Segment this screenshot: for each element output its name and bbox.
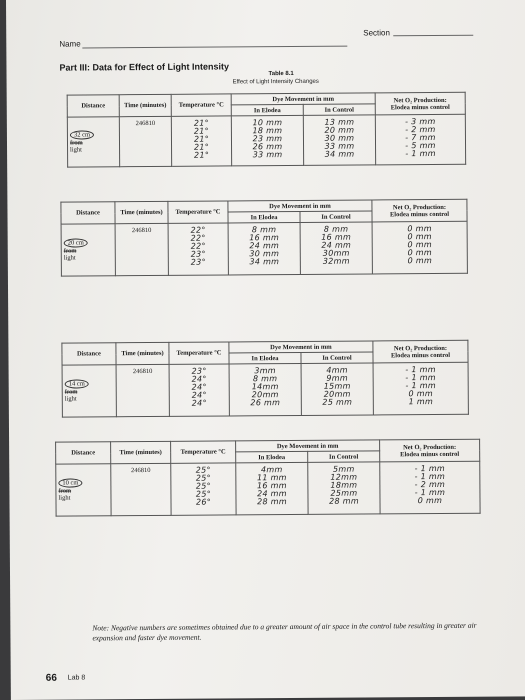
temperature-column: [171, 463, 236, 515]
header-net-o2: [375, 92, 465, 115]
time-value: 8: [145, 120, 149, 128]
header-in-elodea: In Elodea: [228, 211, 300, 223]
control-value: 24 mm: [321, 240, 352, 250]
time-value: 10: [148, 119, 156, 128]
elodea-value: 26 mm: [250, 398, 281, 408]
time-value: 10: [145, 367, 153, 376]
temperature-value: 22°: [190, 225, 206, 235]
control-value: 18mm: [330, 480, 358, 490]
part-title: Part III: Data for Effect of Light Intensity: [59, 61, 230, 73]
header-in-control: In Control: [303, 104, 375, 116]
distance-light-label: light: [64, 395, 77, 403]
distance-value: 14 cm: [65, 379, 89, 388]
temperature-value: 24°: [191, 382, 207, 392]
elodea-value: 33 mm: [252, 150, 283, 160]
net-o2-value: 0 mm: [407, 256, 433, 266]
time-column: [115, 223, 168, 275]
control-value: 33 mm: [324, 141, 355, 151]
elodea-value: 16 mm: [249, 233, 280, 243]
table-number: Table 8.1: [268, 70, 294, 78]
header-temperature: Temperature °C: [171, 441, 236, 463]
net-o2-column: [375, 114, 465, 165]
header-in-elodea: In Elodea: [236, 451, 308, 463]
net-o2-label: Net O₂ Production:: [403, 443, 457, 451]
note-text: Note: Negative numbers are sometimes obtained due to a greater amount of air space in the control tube resulting in greater air expansion and faster dye movement.: [92, 620, 477, 643]
net-o2-value: 0 mm: [408, 389, 433, 399]
temperature-value: 25°: [195, 481, 211, 491]
elodea-value: 16 mm: [256, 481, 287, 491]
control-value: 12mm: [330, 472, 358, 482]
elodea-value: 24 mm: [249, 241, 280, 251]
time-value: 8: [140, 467, 145, 475]
elodea-value: 20mm: [251, 390, 279, 400]
temperature-value: 23°: [190, 249, 206, 259]
temperature-value: 21°: [193, 118, 209, 128]
distance-from-label: from: [64, 388, 78, 396]
time-value: 6: [142, 120, 146, 128]
header-in-control: In Control: [300, 211, 372, 223]
net-o2-value: - 1 mm: [414, 471, 446, 482]
distance-value: 32 cm: [70, 130, 94, 139]
distance-from-label: from: [58, 487, 72, 495]
net-o2-value: 0 mm: [407, 240, 432, 250]
temperature-value: 22°: [190, 241, 206, 251]
temperature-value: 24°: [191, 390, 207, 400]
time-value: 4: [136, 368, 140, 376]
control-column: [301, 363, 373, 416]
name-label: Name: [59, 39, 81, 49]
temperature-value: 23°: [191, 366, 207, 376]
time-value: 2: [131, 227, 136, 235]
header-temperature: Temperature °C: [171, 94, 231, 116]
temperature-value: 26°: [195, 497, 212, 507]
section-line: [393, 35, 473, 37]
net-o2-label: Net O₂ Production:: [392, 203, 447, 211]
elodea-value: 8 mm: [251, 225, 277, 235]
net-o2-value: - 1 mm: [405, 365, 436, 375]
elodea-column: [231, 115, 303, 166]
time-value: 6: [137, 467, 141, 475]
temperature-value: 21°: [193, 126, 209, 136]
time-value: 4: [135, 227, 139, 235]
elodea-value: 11 mm: [256, 473, 287, 483]
distance-cell: [67, 117, 119, 167]
control-value: 9mm: [326, 373, 348, 383]
net-o2-column: [372, 221, 467, 274]
data-table-4: [55, 439, 481, 517]
elodea-value: 28 mm: [257, 497, 287, 507]
header-in-elodea: In Elodea: [229, 352, 301, 364]
page-number: 66: [45, 672, 57, 684]
elodea-column: [228, 222, 300, 275]
header-temperature: Temperature °C: [168, 201, 228, 223]
temperature-value: 21°: [193, 134, 210, 144]
net-o2-label: Net O₂ Production:: [393, 344, 448, 352]
elodea-value: 26 mm: [252, 142, 283, 152]
distance-light-label: light: [63, 254, 76, 262]
name-line: [82, 46, 347, 49]
control-value: 25 mm: [322, 397, 353, 407]
header-time: Time (minutes): [111, 441, 171, 463]
distance-value: 20 cm: [64, 238, 88, 247]
net-o2-column: [380, 461, 480, 514]
time-value: 10: [144, 226, 152, 235]
section-label: Section: [363, 28, 390, 38]
control-value: 20 mm: [324, 125, 355, 135]
control-column: [303, 115, 375, 166]
distance-light-label: light: [58, 494, 71, 502]
header-in-control: In Control: [301, 352, 373, 364]
time-column: [111, 463, 171, 515]
data-table-3: [61, 340, 469, 418]
time-value: 2: [135, 120, 139, 128]
header-time: Time (minutes): [115, 201, 168, 223]
time-value: 8: [142, 368, 146, 376]
header-time: Time (minutes): [119, 94, 171, 116]
elodea-value: 10 mm: [252, 118, 283, 128]
header-temperature: Temperature °C: [169, 342, 229, 364]
header-in-control: In Control: [308, 451, 380, 463]
temperature-column: [169, 364, 229, 416]
time-value: 4: [134, 467, 138, 475]
control-value: 30 mm: [324, 133, 355, 143]
time-value: 8: [141, 227, 145, 235]
temperature-value: 21°: [193, 142, 210, 152]
control-value: 16 mm: [321, 232, 352, 242]
distance-light-label: light: [70, 146, 82, 154]
temperature-value: 23°: [190, 257, 206, 267]
net-o2-value: 0 mm: [407, 248, 433, 258]
elodea-value: 30 mm: [249, 249, 280, 259]
time-column: [116, 364, 169, 416]
temperature-column: [168, 223, 228, 275]
temperature-value: 24°: [191, 398, 207, 408]
time-value: 6: [139, 368, 143, 376]
net-o2-value: 0 mm: [407, 232, 432, 242]
control-value: 32mm: [322, 256, 350, 266]
net-o2-value: - 2 mm: [405, 125, 436, 135]
net-o2-value: - 7 mm: [405, 133, 436, 143]
net-o2-value: - 1 mm: [405, 373, 436, 383]
control-value: 5mm: [332, 464, 355, 474]
header-distance: Distance: [67, 95, 119, 117]
net-o2-value: - 1 mm: [405, 149, 436, 159]
net-o2-value: - 1 mm: [405, 381, 436, 391]
control-value: 28 mm: [329, 496, 359, 506]
time-value: 2: [131, 467, 135, 475]
net-o2-sublabel: Elodea minus control: [390, 103, 450, 111]
net-o2-column: [373, 362, 468, 415]
header-dye-movement: Dye Movement in mm: [228, 200, 372, 212]
control-value: 13 mm: [324, 117, 355, 127]
header-net-o2: [380, 439, 480, 462]
control-value: 15mm: [323, 381, 351, 391]
time-value: 6: [138, 227, 142, 235]
net-o2-value: - 3 mm: [405, 117, 436, 127]
header-in-elodea: In Elodea: [231, 104, 303, 116]
temperature-value: 24°: [191, 374, 207, 384]
elodea-value: 34 mm: [249, 257, 280, 267]
elodea-value: 4mm: [260, 465, 283, 475]
control-value: 25mm: [330, 488, 358, 498]
elodea-value: 18 mm: [252, 126, 283, 136]
elodea-value: 24 mm: [257, 489, 287, 499]
header-dye-movement: Dye Movement in mm: [236, 440, 380, 452]
distance-from-label: from: [63, 247, 77, 255]
header-time: Time (minutes): [116, 342, 169, 364]
control-value: 30mm: [322, 248, 350, 258]
temperature-value: 25°: [195, 473, 211, 483]
temperature-value: 22°: [190, 233, 206, 243]
header-net-o2: [372, 199, 467, 222]
time-value: 4: [138, 120, 143, 128]
net-o2-label: Net O₂ Production:: [393, 96, 447, 104]
time-value: 2: [132, 368, 137, 376]
net-o2-value: 0 mm: [417, 495, 443, 506]
table-caption: Effect of Light Intensity Changes: [232, 78, 319, 86]
control-value: 8 mm: [323, 224, 349, 234]
time-column: [119, 116, 171, 166]
distance-from-label: from: [69, 139, 83, 147]
temperature-value: 21°: [194, 150, 210, 160]
header-net-o2: [373, 340, 468, 363]
header-distance: Distance: [61, 202, 115, 224]
elodea-value: 3mm: [254, 366, 276, 376]
control-value: 20mm: [323, 389, 351, 399]
elodea-column: [229, 363, 301, 416]
net-o2-sublabel: Elodea minus control: [389, 210, 450, 218]
lab-label: Lab 8: [67, 674, 86, 682]
distance-cell: [56, 464, 111, 516]
net-o2-value: - 2 mm: [414, 479, 446, 490]
net-o2-value: 1 mm: [408, 397, 434, 407]
net-o2-value: - 1 mm: [414, 487, 446, 498]
net-o2-sublabel: Elodea minus control: [390, 351, 451, 359]
temperature-value: 25°: [195, 465, 211, 475]
elodea-value: 23 mm: [252, 134, 283, 144]
net-o2-sublabel: Elodea minus control: [400, 450, 460, 458]
distance-value: 10 cm: [58, 478, 82, 487]
control-column: [300, 222, 372, 275]
temperature-value: 25°: [195, 489, 212, 499]
control-value: 34 mm: [324, 149, 355, 159]
net-o2-value: 0 mm: [407, 224, 432, 234]
header-distance: Distance: [62, 343, 116, 365]
temperature-column: [171, 116, 231, 166]
time-value: 10: [144, 467, 151, 475]
net-o2-value: - 5 mm: [405, 141, 436, 151]
header-dye-movement: Dye Movement in mm: [231, 93, 375, 105]
elodea-value: 8 mm: [252, 374, 278, 384]
distance-cell: [62, 365, 116, 417]
control-value: 4mm: [326, 365, 348, 375]
data-table-2: [60, 199, 468, 277]
elodea-value: 14mm: [251, 382, 279, 392]
control-column: [308, 462, 380, 515]
header-distance: Distance: [56, 442, 111, 464]
net-o2-value: - 1 mm: [414, 463, 446, 474]
workbook-page: [6, 0, 525, 700]
distance-cell: [61, 224, 115, 276]
data-table-1: [67, 92, 466, 168]
elodea-column: [236, 462, 308, 515]
header-dye-movement: Dye Movement in mm: [229, 341, 373, 353]
